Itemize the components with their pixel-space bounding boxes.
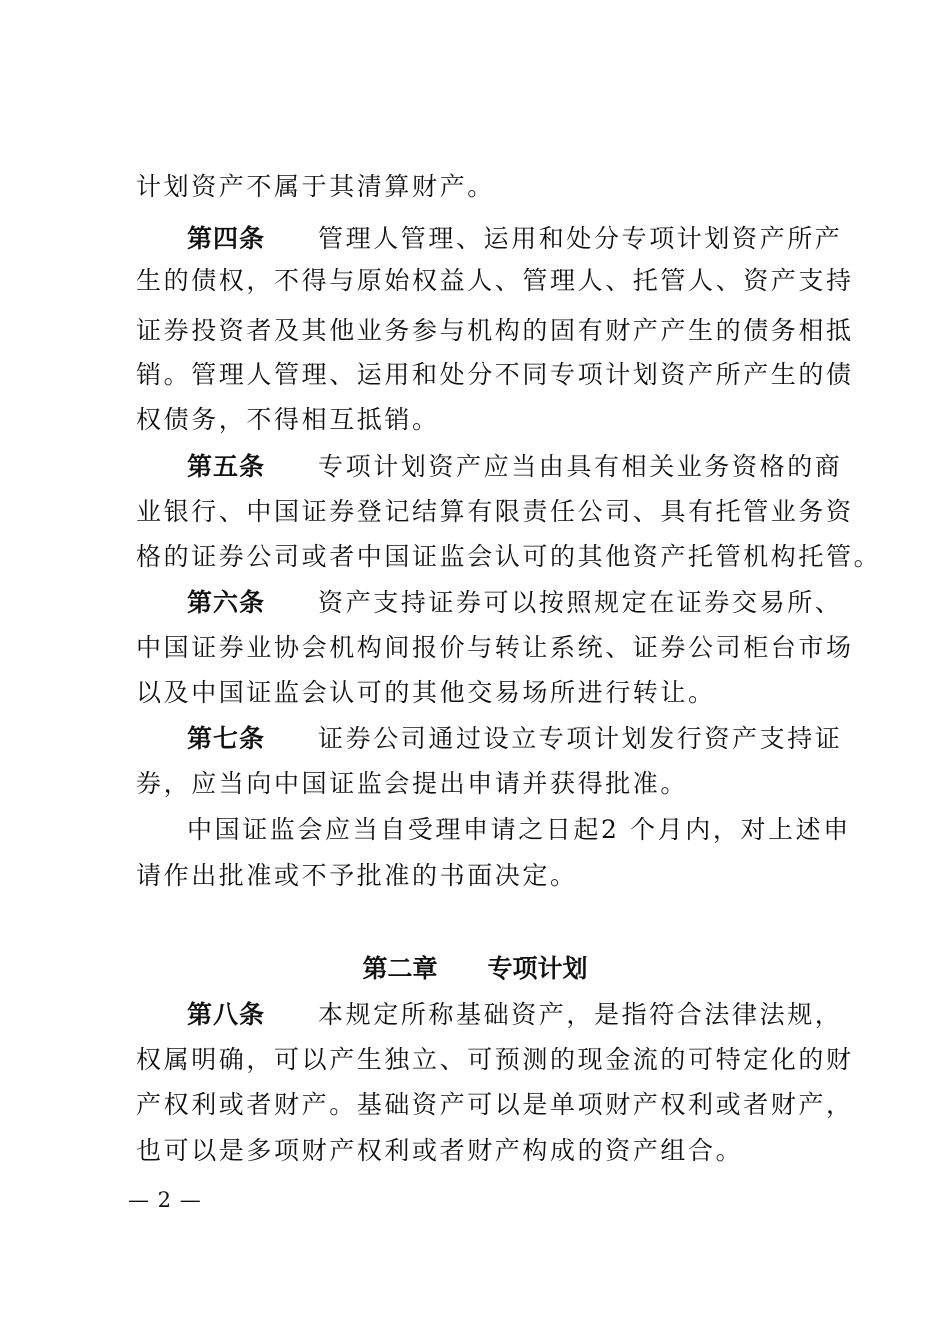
article-5-heading: 第五条 <box>187 452 266 481</box>
article-8-first-line <box>187 998 843 1032</box>
paragraph-line: 销。管理人管理、运用和处分不同专项计划资产所产生的债 <box>136 360 854 389</box>
article-7-text: 证券公司通过设立专项计划发行资产支持证 <box>318 724 843 753</box>
article-4-heading: 第四条 <box>187 224 266 253</box>
article-8-text: 本规定所称基础资产，是指符合法律法规， <box>318 1000 843 1029</box>
paragraph-line: 格的证券公司或者中国证监会认可的其他资产托管机构托管。 <box>136 542 882 571</box>
paragraph-line: 券，应当向中国证监会提出申请并获得批准。 <box>136 769 689 798</box>
paragraph-line: 计划资产不属于其清算财产。 <box>136 172 495 201</box>
article-5-text: 专项计划资产应当由具有相关业务资格的商 <box>318 452 843 481</box>
paragraph-line: 业银行、中国证券登记结算有限责任公司、具有托管业务资 <box>136 497 854 526</box>
paragraph-line: 也可以是多项财产权利或者财产构成的资产组合。 <box>136 1136 744 1165</box>
article-4-text: 管理人管理、运用和处分专项计划资产所产 <box>318 224 843 253</box>
paragraph-line: 产权利或者财产。基础资产可以是单项财产权利或者财产， <box>136 1090 854 1119</box>
article-7-heading: 第七条 <box>187 724 266 753</box>
article-4-first-line <box>187 222 843 256</box>
article-6-text: 资产支持证券可以按照规定在证券交易所、 <box>318 588 843 617</box>
chapter-title: 专项计划 <box>487 954 588 983</box>
paragraph-line: 权债务，不得相互抵销。 <box>136 405 440 434</box>
paragraph-line: 权属明确，可以产生独立、可预测的现金流的可特定化的财 <box>136 1045 854 1074</box>
paragraph-line: 中国证券业协会机构间报价与转让系统、证券公司柜台市场 <box>136 633 854 662</box>
article-8-heading: 第八条 <box>187 1000 266 1029</box>
article-6-heading: 第六条 <box>187 588 266 617</box>
article-6-first-line <box>187 586 843 620</box>
paragraph-line: 以及中国证监会认可的其他交易场所进行转让。 <box>136 678 716 707</box>
chapter-heading <box>0 952 950 986</box>
article-5-first-line <box>187 450 843 484</box>
chapter-number: 第二章 <box>362 954 438 983</box>
paragraph-line: 生的债权，不得与原始权益人、管理人、托管人、资产支持 <box>136 266 854 295</box>
article-7-first-line <box>187 722 843 756</box>
paragraph-line: 中国证监会应当自受理申请之日起2 个月内，对上述申 <box>187 815 851 844</box>
paragraph-line: 请作出批准或不予批准的书面决定。 <box>136 861 578 890</box>
paragraph-line: 证券投资者及其他业务参与机构的固有财产产生的债务相抵 <box>136 316 854 345</box>
page-number: — 2 — <box>128 1188 202 1212</box>
